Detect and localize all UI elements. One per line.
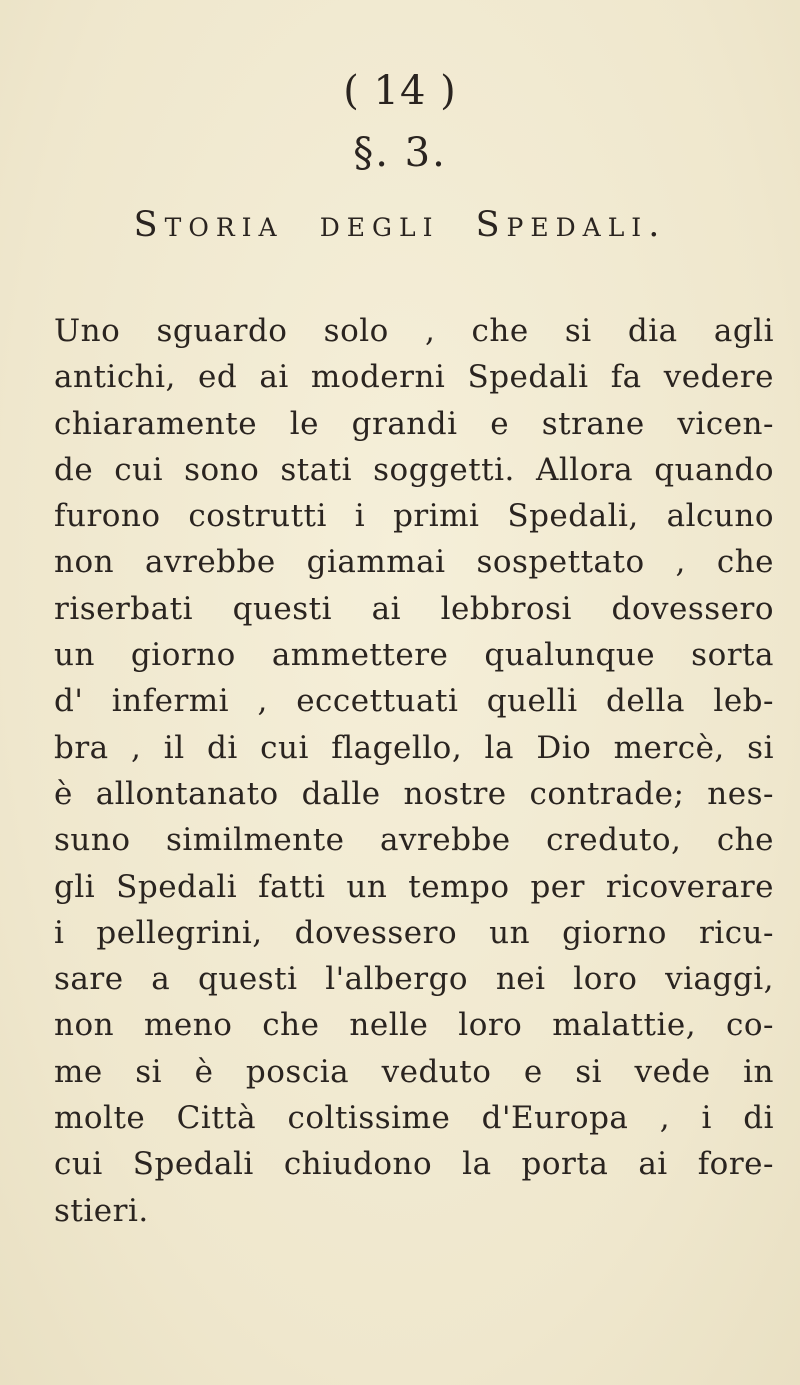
- text-line: cui Spedali chiudono la porta ai fore-: [54, 1146, 774, 1183]
- text-line: me si è poscia veduto e si vede in: [54, 1053, 774, 1090]
- text-line: stieri.: [54, 1192, 149, 1229]
- text-line: i pellegrini, dovessero un giorno ricu-: [54, 914, 774, 951]
- page-number: ( 14 ): [343, 68, 457, 114]
- text-line: riserbati questi ai lebbrosi dovessero: [54, 590, 774, 627]
- text-line: furono costrutti i primi Spedali, alcuno: [54, 498, 774, 535]
- text-line: non avrebbe giammai sospettato , che: [54, 544, 774, 581]
- text-line: antichi, ed ai moderni Spedali fa vedere: [54, 359, 774, 396]
- text-line: è allontanato dalle nostre contrade; nes-: [54, 775, 774, 812]
- text-line: non meno che nelle loro malattie, co-: [54, 1007, 774, 1044]
- text-line: bra , il di cui flagello, la Dio mercè, si: [54, 729, 774, 766]
- text-line: suno similmente avrebbe creduto, che: [54, 822, 774, 859]
- text-line: gli Spedali fatti un tempo per ricoverare: [54, 868, 774, 905]
- text-line: d' infermi , eccettuati quelli della leb-: [54, 683, 774, 720]
- section-title: Storia degli Spedali.: [133, 205, 667, 245]
- text-line: molte Città coltissime d'Europa , i di: [54, 1100, 774, 1137]
- body-paragraph: [54, 308, 774, 1234]
- text-line: sare a questi l'albergo nei loro viaggi,: [54, 961, 774, 998]
- text-line: Uno sguardo solo , che si dia agli: [54, 313, 774, 349]
- text-line: de cui sono stati soggetti. Allora quando: [54, 451, 774, 488]
- text-line: un giorno ammettere qualunque sorta: [54, 637, 774, 674]
- section-number: §. 3.: [353, 130, 447, 176]
- text-line: chiaramente le grandi e strane vicen-: [54, 405, 774, 442]
